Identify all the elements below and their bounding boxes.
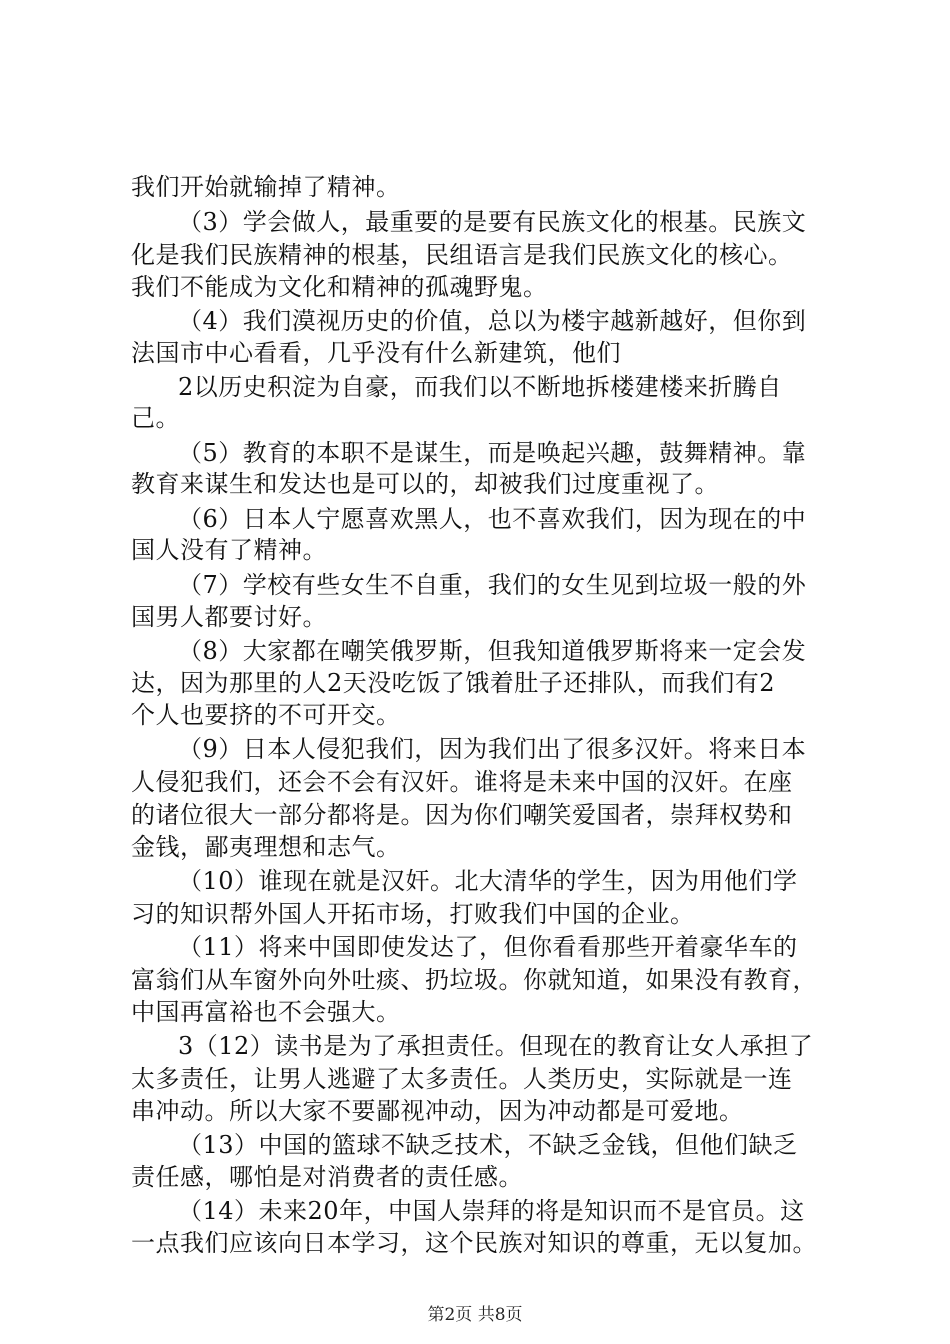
text-line: 教育来谋生和发达也是可以的，却被我们过度重视了。 xyxy=(131,470,719,498)
text-line: 中国再富裕也不会强大。 xyxy=(131,998,401,1026)
text-line: （9）日本人侵犯我们，因为我们出了很多汉奸。将来日本 xyxy=(178,735,807,763)
text-line: 法国市中心看看，几乎没有什么新建筑，他们 xyxy=(131,339,621,367)
text-line: （3）学会做人，最重要的是要有民族文化的根基。民族文 xyxy=(178,208,807,236)
text-line: 国男人都要讨好。 xyxy=(131,603,327,631)
text-line: 个人也要挤的不可开交。 xyxy=(131,701,401,729)
text-line: （11）将来中国即使发达了，但你看看那些开着豪华车的 xyxy=(178,933,798,961)
text-line: 2以历史积淀为自豪，而我们以不断地拆楼建楼来折腾自 xyxy=(178,373,782,401)
page-footer: 第2页 共8页 xyxy=(427,1305,523,1325)
text-line: （10）谁现在就是汉奸。北大清华的学生，因为用他们学 xyxy=(178,867,798,895)
text-line: 人侵犯我们，还会不会有汉奸。谁将是未来中国的汉奸。在座 xyxy=(131,768,793,796)
text-line: 串冲动。所以大家不要鄙视冲动，因为冲动都是可爱地。 xyxy=(131,1097,744,1125)
text-line: 国人没有了精神。 xyxy=(131,536,327,564)
text-line: （5）教育的本职不是谋生，而是唤起兴趣，鼓舞精神。靠 xyxy=(178,439,807,467)
text-line: 习的知识帮外国人开拓市场，打败我们中国的企业。 xyxy=(131,900,695,928)
text-line: 我们开始就输掉了精神。 xyxy=(131,173,401,201)
text-line: 3（12）读书是为了承担责任。但现在的教育让女人承担了 xyxy=(178,1032,814,1060)
text-line: 金钱，鄙夷理想和志气。 xyxy=(131,833,401,861)
text-line: 我们不能成为文化和精神的孤魂野鬼。 xyxy=(131,273,548,301)
text-line: 一点我们应该向日本学习，这个民族对知识的尊重，无以复加。 xyxy=(131,1229,817,1257)
text-line: （4）我们漠视历史的价值，总以为楼宇越新越好，但你到 xyxy=(178,307,807,335)
text-line: 化是我们民族精神的根基，民组语言是我们民族文化的核心。 xyxy=(131,241,793,269)
text-line: （8）大家都在嘲笑俄罗斯，但我知道俄罗斯将来一定会发 xyxy=(178,637,807,665)
text-line: （6）日本人宁愿喜欢黑人，也不喜欢我们，因为现在的中 xyxy=(178,505,807,533)
text-line: （13）中国的篮球不缺乏技术，不缺乏金钱，但他们缺乏 xyxy=(178,1131,798,1159)
text-line: （7）学校有些女生不自重，我们的女生见到垃圾一般的外 xyxy=(178,571,807,599)
text-line: （14）未来20年，中国人崇拜的将是知识而不是官员。这 xyxy=(178,1197,805,1225)
text-line: 的诸位很大一部分都将是。因为你们嘲笑爱国者，崇拜权势和 xyxy=(131,801,793,829)
text-line: 达，因为那里的人2天没吃饭了饿着肚子还排队，而我们有2 xyxy=(131,669,776,697)
text-line: 太多责任，让男人逃避了太多责任。人类历史，实际就是一连 xyxy=(131,1065,793,1093)
text-line: 富翁们从车窗外向外吐痰、扔垃圾。你就知道，如果没有教育， xyxy=(131,966,817,994)
text-line: 责任感，哪怕是对消费者的责任感。 xyxy=(131,1163,523,1191)
text-line: 己。 xyxy=(131,404,180,432)
